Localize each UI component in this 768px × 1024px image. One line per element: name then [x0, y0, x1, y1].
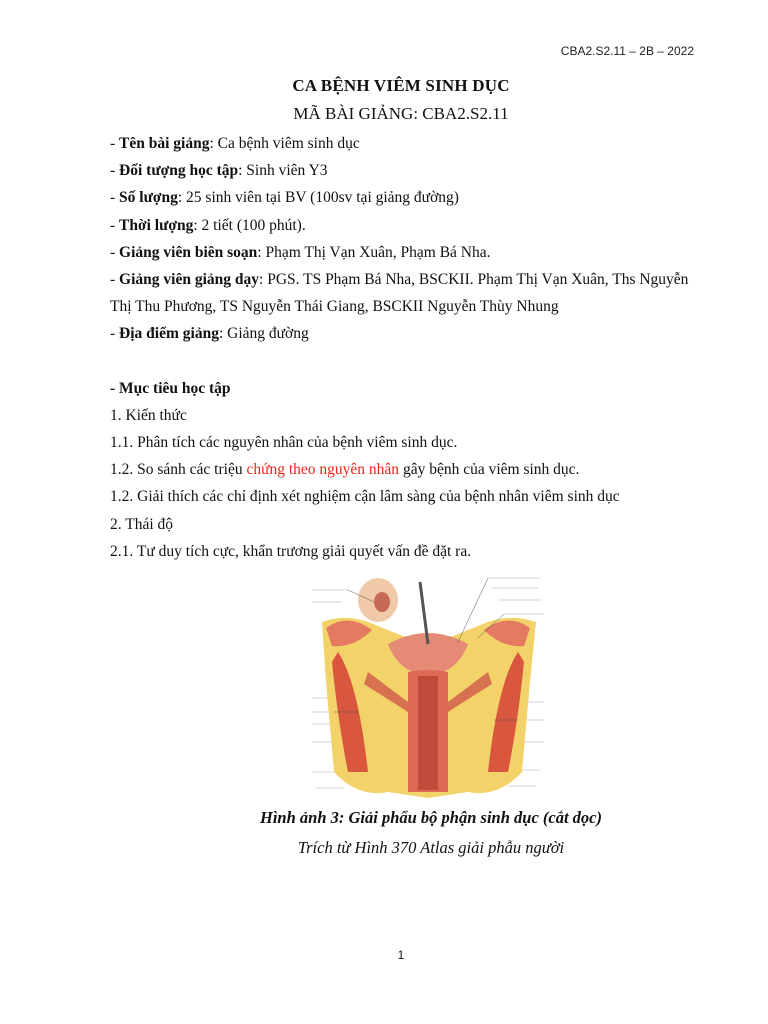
spacer [110, 348, 700, 375]
info-lecturers: - Giảng viên giảng dạy: PGS. TS Phạm Bá Nha, BSCKII. Phạm Thị Vạn Xuân, Ths Nguyễn Thị Thu Phương, TS Nguyễn Thái Giang, BSCKII Nguyễn Thùy Nhung [110, 271, 689, 316]
page-title: CA BỆNH VIÊM SINH DỤC [292, 76, 510, 95]
info-label: Số lượng [119, 189, 178, 207]
highlighted-text: chứng theo nguyên nhân [246, 461, 400, 479]
header-code: CBA2.S2.11 – 2B – 2022 [560, 44, 694, 58]
anatomy-illustration [308, 572, 548, 800]
objective-item: 1.2. So sánh các triệu chứng theo nguyên nhân gây bệnh của viêm sinh dục. [110, 461, 580, 479]
objective-item: 1.2. Giải thích các chỉ định xét nghiệm cận lâm sàng của bệnh nhân viêm sinh dục [110, 488, 620, 506]
info-label: Giảng viên biên soạn [119, 243, 258, 261]
info-value: : 25 sinh viên tại BV (100sv tại giảng đường) [177, 189, 459, 207]
info-label: Tên bài giảng [119, 135, 210, 152]
info-value: : Sinh viên Y3 [238, 162, 328, 180]
document-body [110, 130, 700, 565]
objective-item: 2.1. Tư duy tích cực, khẩn trương giải quyết vấn đề đặt ra. [110, 542, 472, 560]
knowledge-heading: 1. Kiến thức [110, 406, 187, 424]
info-value: : Phạm Thị Vạn Xuân, Phạm Bá Nha. [257, 243, 491, 261]
info-label: Địa điểm giảng [119, 325, 219, 343]
info-value: : Giảng đường [218, 325, 309, 343]
info-quantity: - Số lượng: 25 sinh viên tại BV (100sv tại giảng đường) [110, 189, 459, 207]
info-audience: - Đối tượng học tập: Sinh viên Y3 [110, 162, 328, 180]
info-label: Thời lượng [119, 216, 194, 234]
lecture-code: MÃ BÀI GIẢNG: CBA2.S2.11 [293, 104, 509, 123]
info-label: Đối tượng học tập [119, 162, 239, 180]
info-duration: - Thời lượng: 2 tiết (100 phút). [110, 216, 306, 234]
page-number: 1 [397, 948, 405, 962]
objectives-heading: - Mục tiêu học tập [110, 379, 231, 397]
info-value: : PGS. TS Phạm Bá Nha, BSCKII. Phạm Thị Vạn Xuân, Ths Nguyễn Thị Thu Phương, TS Nguyễn Thái Giang, BSCKII Nguyễn Thùy Nhung [110, 271, 689, 316]
info-value: : 2 tiết (100 phút). [193, 216, 306, 234]
figure-source: Trích từ Hình 370 Atlas giải phẫu người [297, 838, 565, 857]
attitude-heading: 2. Thái độ [110, 515, 173, 533]
info-location: - Địa điểm giảng: Giảng đường [110, 325, 309, 343]
info-authors: - Giảng viên biên soạn: Phạm Thị Vạn Xuân, Phạm Bá Nha. [110, 243, 491, 261]
info-label: Giảng viên giảng dạy [119, 271, 260, 289]
info-value: : Ca bệnh viêm sinh dục [209, 135, 360, 152]
info-title: - Tên bài giảng: Ca bệnh viêm sinh dục [110, 135, 360, 152]
figure-caption: Hình ảnh 3: Giải phẩu bộ phận sinh dục (cắt dọc) [260, 808, 602, 827]
objective-item: 1.1. Phân tích các nguyên nhân của bệnh viêm sinh dục. [110, 434, 458, 452]
anatomy-drawing [308, 572, 548, 800]
